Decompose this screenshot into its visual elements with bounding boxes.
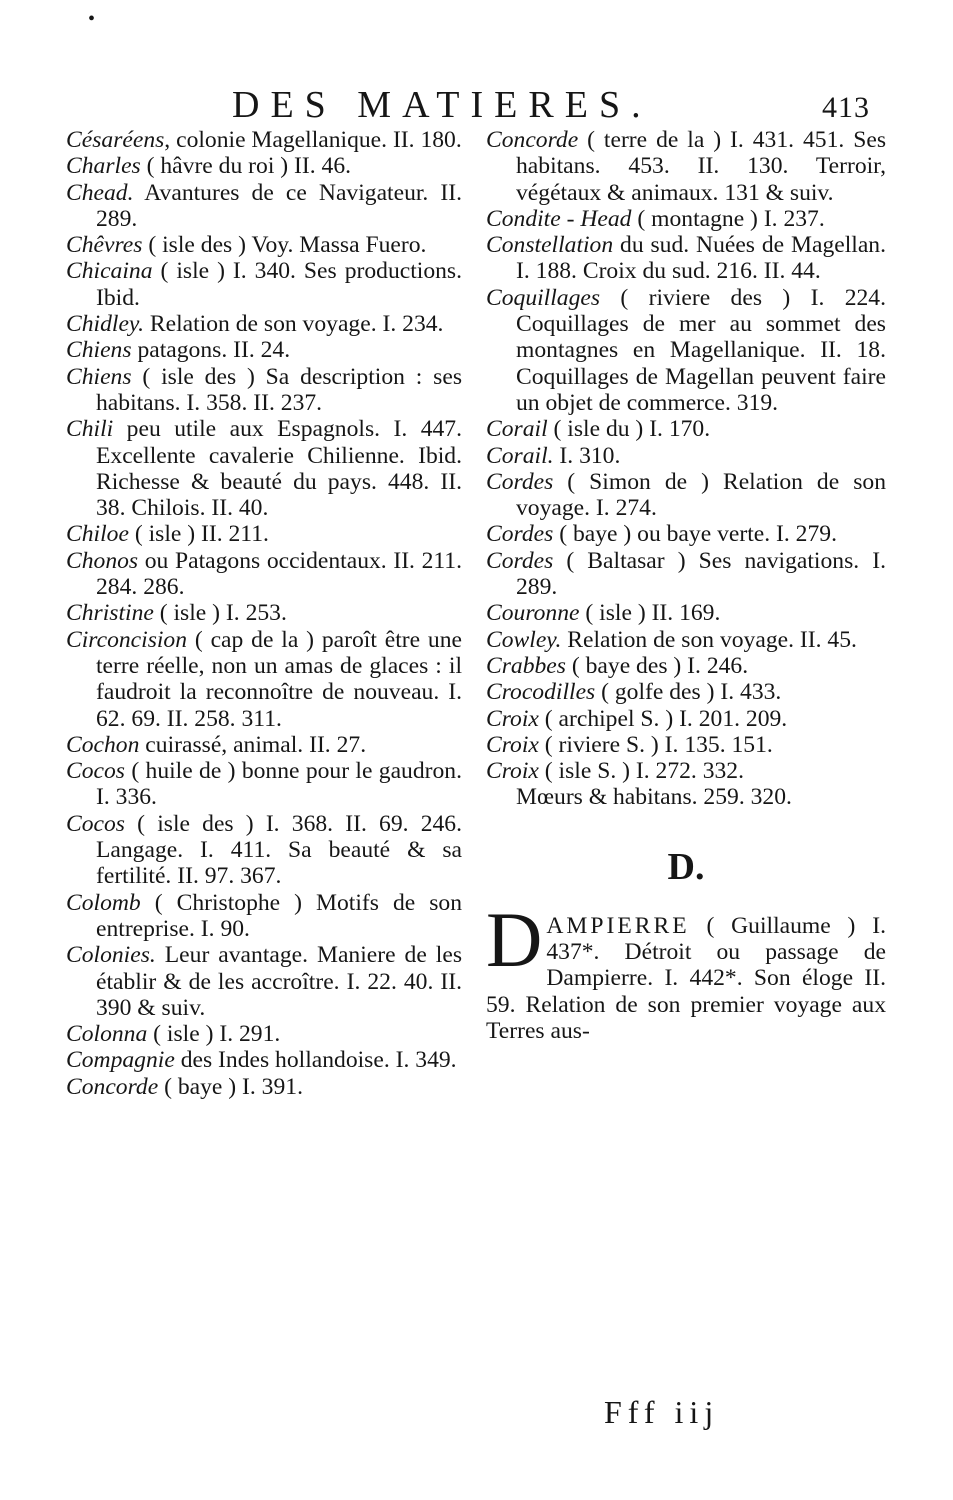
- entry-headword: Césaréens: [66, 127, 165, 153]
- index-entry: [486, 548, 886, 601]
- entry-headword: Croix: [486, 758, 539, 785]
- entry-headword: Croix: [486, 705, 539, 732]
- entry-headword: Cocos: [66, 810, 125, 837]
- entry-text: ( hâvre du roi ) II. 46.: [140, 153, 352, 180]
- entry-headword: Colonna: [66, 1021, 148, 1048]
- entry-headword: Croix: [486, 731, 539, 758]
- entry-text: ( cap de la ) paroît être une terre réelle, non un amas de glaces : il faudroit la reconnoître de nouveau. I. 62. 69. II. 258. 311.: [96, 626, 462, 732]
- entry-text: ( baye des ) I. 246.: [565, 652, 749, 679]
- entry-text: ( archipel S. ) I. 201. 209.: [538, 705, 788, 732]
- entry-headword: Chidley.: [66, 311, 144, 338]
- entry-text: ( terre de la ) I. 431. 451. Ses habitans. 453. II. 130. Terroir, végétaux & animaux. 131 & suiv.: [516, 127, 886, 206]
- d-entry: [486, 895, 886, 1044]
- entry-text: ( isle des ) Sa description : ses habitans. I. 358. II. 237.: [96, 363, 462, 416]
- index-entry: [66, 127, 462, 153]
- entry-headword: Cordes: [486, 547, 554, 574]
- index-entry: [486, 627, 886, 653]
- index-entry: [66, 627, 462, 732]
- index-entry: [486, 206, 886, 232]
- index-entry: [486, 127, 886, 206]
- page-header: [0, 82, 953, 128]
- index-entry: [486, 600, 886, 626]
- index-entry: [66, 1074, 462, 1100]
- index-entry: [486, 521, 886, 547]
- index-entry: [66, 890, 462, 943]
- d-entry-text: [486, 895, 886, 1044]
- index-entry: [486, 285, 886, 416]
- page-mark: •: [88, 8, 96, 30]
- entry-text: Leur avantage. Maniere de les établir & de les accroître. I. 22. 40. II. 390 & suiv.: [96, 942, 462, 1021]
- entry-headword: Crocodilles: [486, 679, 596, 706]
- entry-text: ( golfe des ) I. 433.: [595, 679, 782, 706]
- index-entry: [66, 758, 462, 811]
- entry-headword: Couronne: [486, 600, 580, 627]
- index-entry: [486, 758, 886, 784]
- left-column: [66, 127, 462, 1100]
- index-entry: [486, 469, 886, 522]
- entry-headword: Cocos: [66, 758, 125, 785]
- index-entry: [486, 653, 886, 679]
- entry-headword: Cordes: [486, 468, 554, 495]
- signature-mark: Fff iij: [604, 1394, 720, 1430]
- index-entry: [66, 232, 462, 258]
- index-entry: [486, 416, 886, 442]
- entry-text: des Indes hollandoise. I. 349.: [174, 1047, 457, 1074]
- entry-text: du sud. Nuées de Magellan. I. 188. Croix du sud. 216. II. 44.: [516, 232, 886, 285]
- continuation-line: Mœurs & habitans. 259. 320.: [516, 784, 792, 811]
- index-entry: [66, 364, 462, 417]
- page-number: 413: [822, 91, 870, 124]
- index-entry: [486, 232, 886, 285]
- index-entry: [66, 811, 462, 890]
- section-letter: D.: [667, 845, 705, 888]
- entry-headword: Chêvres: [66, 232, 143, 259]
- d-entry-caps: AMPIERRE: [546, 912, 690, 939]
- entry-headword: Corail.: [486, 442, 554, 469]
- entry-text: ( montagne ) I. 237.: [631, 205, 825, 232]
- entry-headword: Chonos: [66, 547, 139, 574]
- index-entry: [66, 1021, 462, 1047]
- index-entry: [486, 706, 886, 732]
- entry-headword: Charles: [66, 153, 141, 180]
- index-entry: [66, 416, 462, 521]
- entry-text: ( isle ) II. 169.: [579, 600, 721, 627]
- entry-headword: Chiens: [66, 363, 132, 390]
- entry-text: ( isle ) I. 291.: [147, 1021, 281, 1048]
- entry-text: ( isle des ) I. 368. II. 69. 246. Langage. I. 411. Sa beauté & sa fertilité. II. 97. 367.: [96, 810, 462, 890]
- drop-cap: D: [486, 895, 543, 983]
- entry-text: ( huile de ) bonne pour le gaudron. I. 336.: [96, 758, 462, 811]
- running-title: DES MATIERES.: [232, 84, 652, 126]
- entry-text: ( isle S. ) I. 272. 332.: [538, 758, 744, 785]
- entry-headword: Chicaina: [66, 258, 153, 285]
- right-column: [486, 127, 886, 1044]
- entry-headword: Corail: [486, 416, 548, 443]
- entry-headword: Condite - Head: [486, 205, 632, 232]
- entry-headword: Concorde: [486, 127, 579, 153]
- entry-text: ( baye ) I. 391.: [158, 1073, 303, 1100]
- entry-text: ( isle ) II. 211.: [128, 521, 269, 548]
- entry-text: ( isle du ) I. 170.: [547, 416, 711, 443]
- index-entry: [66, 732, 462, 758]
- entry-text: ( Baltasar ) Ses navigations. I. 289.: [516, 547, 886, 601]
- index-entry: [66, 942, 462, 1021]
- entry-headword: Chiloe: [66, 521, 129, 548]
- entry-text: Avantures de ce Navigateur. II. 289.: [96, 179, 462, 232]
- entry-headword: Cochon: [66, 731, 140, 758]
- entry-headword: Colonies.: [66, 942, 156, 969]
- index-entry: [486, 443, 886, 469]
- index-entry: [486, 732, 886, 758]
- entry-headword: Cordes: [486, 521, 554, 548]
- entry-headword: Circoncision: [66, 626, 188, 653]
- entry-text: ( Christophe ) Motifs de son entreprise. I. 90.: [96, 889, 462, 942]
- index-entry: [486, 679, 886, 705]
- entry-text: patagons. II. 24.: [131, 337, 291, 364]
- entry-text: ( isle ) I. 253.: [153, 600, 287, 627]
- entry-text: ( baye ) ou baye verte. I. 279.: [553, 521, 837, 548]
- index-entry: [66, 1047, 462, 1073]
- index-entry: [66, 521, 462, 547]
- entry-text: Relation de son voyage. I. 234.: [143, 311, 444, 338]
- entry-text: cuirassé, animal. II. 27.: [139, 731, 367, 758]
- entry-headword: Christine: [66, 600, 154, 627]
- entry-text: , colonie Magellanique. II. 180.: [164, 127, 462, 153]
- entry-headword: Chead.: [66, 179, 134, 206]
- entry-headword: Coquillages: [486, 284, 601, 311]
- entry-text: Relation de son voyage. II. 45.: [561, 626, 857, 653]
- entry-text: peu utile aux Espagnols. I. 447. Excellente cavalerie Chilienne. Ibid. Richesse & beauté du pays. 448. II. 38. Chilois. II. 40.: [96, 416, 462, 522]
- entry-text: I. 310.: [553, 442, 621, 469]
- entry-headword: Colomb: [66, 889, 141, 916]
- index-entry: [66, 600, 462, 626]
- entry-headword: Cowley.: [486, 626, 562, 653]
- index-entry: [66, 258, 462, 311]
- entry-headword: Chiens: [66, 337, 132, 364]
- index-entry: [66, 311, 462, 337]
- index-entry: [66, 180, 462, 233]
- right-entries: [486, 127, 886, 784]
- entry-headword: Concorde: [66, 1073, 159, 1100]
- entry-headword: Chili: [66, 416, 114, 443]
- entry-headword: Crabbes: [486, 652, 566, 679]
- index-entry: [66, 153, 462, 179]
- index-entry: [66, 548, 462, 601]
- entry-text: ( riviere des ) I. 224. Coquillages de mer au sommet des montagnes en Magellanique. II. 18. Coquillages de Magellan peuvent faire un objet de commerce. 319.: [516, 284, 886, 416]
- index-entry: [66, 337, 462, 363]
- entry-text: ( riviere S. ) I. 135. 151.: [538, 731, 773, 758]
- entry-text: ( Simon de ) Relation de son voyage. I. 274.: [516, 468, 886, 522]
- entry-headword: Compagnie: [66, 1047, 175, 1074]
- entry-headword: Constellation: [486, 232, 614, 259]
- entry-text: ( isle des ) Voy. Massa Fuero.: [142, 232, 427, 259]
- entry-text: ( isle ) I. 340. Ses productions. Ibid.: [96, 258, 462, 311]
- d-entry-body: ( Guillaume ) I. 437*. Détroit ou passage de Dampierre. I. 442*. Son éloge II. 59. Relation de son premier voyage aux Terres aus-: [486, 912, 886, 1044]
- entry-text: ou Patagons occidentaux. II. 211. 284. 286.: [96, 547, 462, 601]
